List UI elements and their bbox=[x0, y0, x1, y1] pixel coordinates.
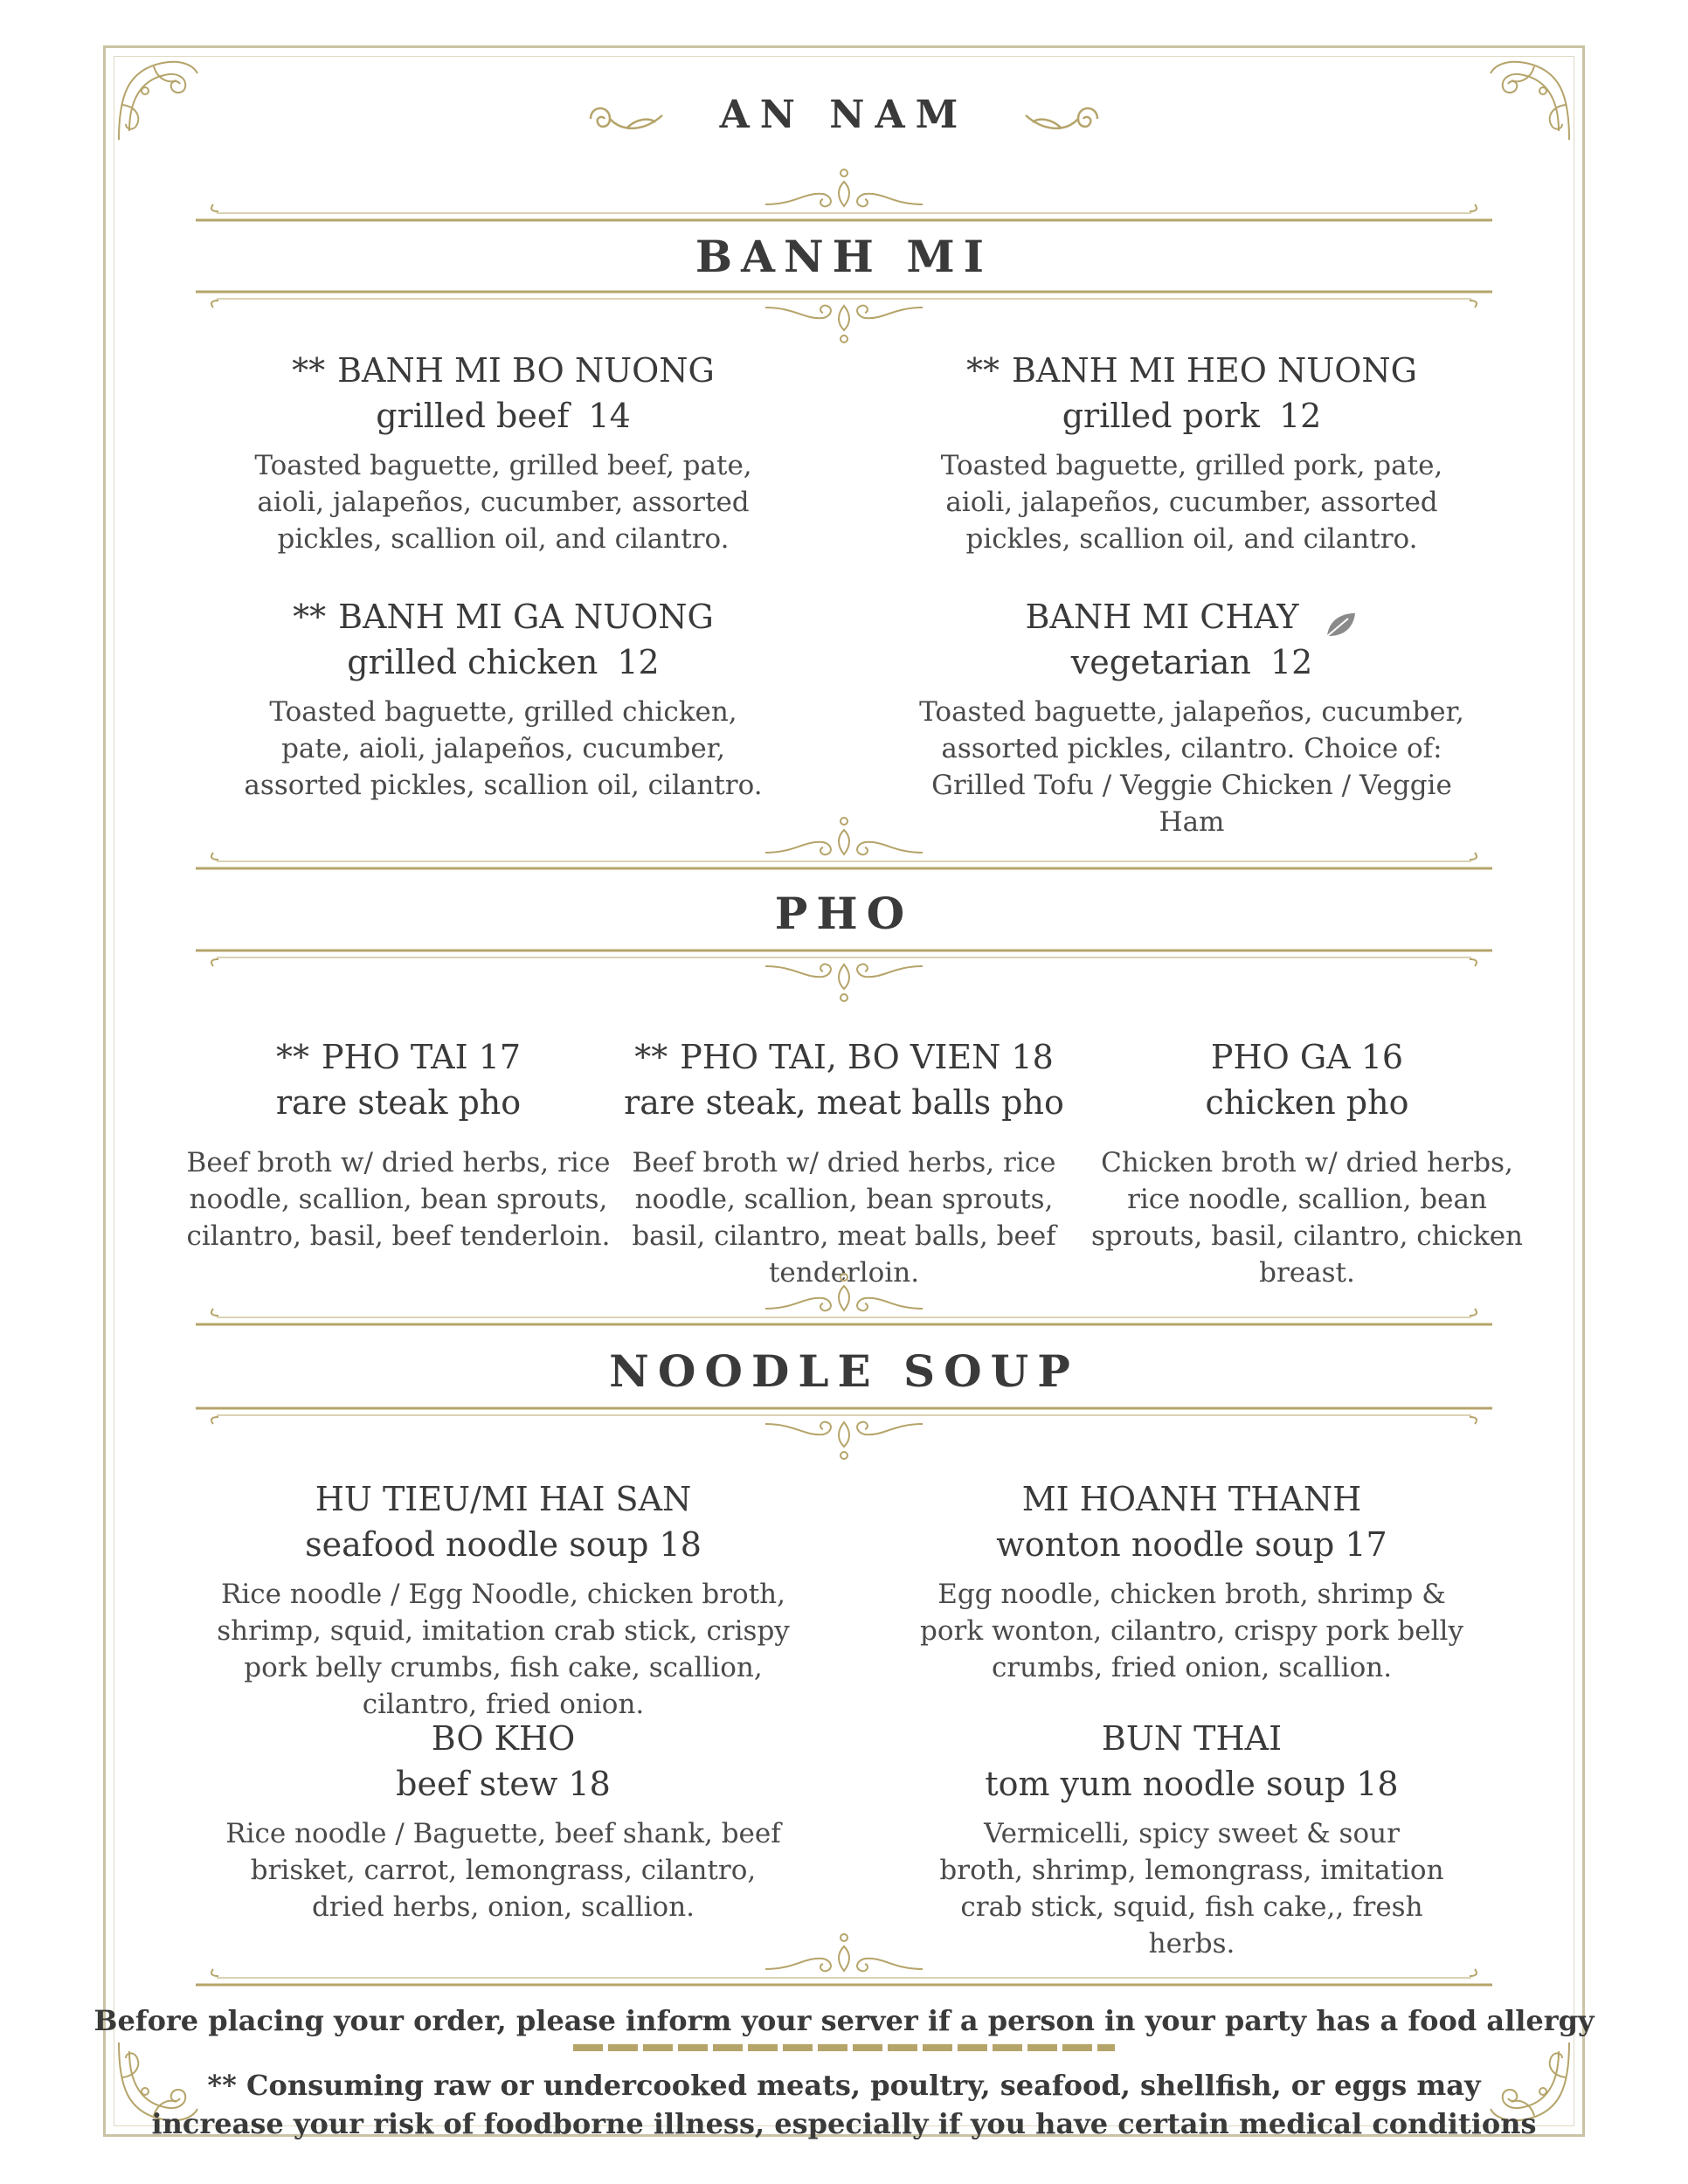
menu-item-pho-ga bbox=[1080, 1034, 1534, 1291]
item-description-line: Toasted baguette, jalapeños, cucumber, bbox=[919, 696, 1464, 728]
menu-item-banh-mi-bo-nuong bbox=[206, 348, 800, 557]
item-description: Rice noodle / Egg Noodle, chicken broth, shrimp, squid, imitation crab stick, crispy pork belly crumbs, fish cake, scallion, cilantro, fried onion. bbox=[217, 1579, 790, 1720]
item-description: Toasted baguette, grilled pork, pate, aioli, jalapeños, cucumber, assorted pickles, scallion oil, and cilantro. bbox=[940, 450, 1443, 555]
item-subtitle: rare steak pho bbox=[275, 1083, 522, 1122]
section-title-banh-mi: BANH MI bbox=[695, 231, 993, 282]
item-subtitle: rare steak, meat balls pho bbox=[624, 1083, 1064, 1122]
item-subtitle: wonton noodle soup 17 bbox=[996, 1525, 1387, 1564]
raw-warning-marker: ** bbox=[275, 1038, 309, 1076]
item-subtitle: grilled pork bbox=[1062, 397, 1260, 435]
item-description-line: Grilled Tofu / Veggie Chicken / Veggie Ham bbox=[931, 770, 1452, 838]
item-name: MI HOANH THANH bbox=[1021, 1480, 1362, 1518]
leaf-icon bbox=[1324, 605, 1359, 635]
item-name: BANH MI CHAY bbox=[1025, 598, 1299, 636]
item-name: BO KHO bbox=[431, 1719, 576, 1758]
item-name: BANH MI HEO NUONG bbox=[1012, 351, 1417, 390]
item-price: 12 bbox=[617, 643, 660, 681]
raw-warning-marker: ** bbox=[292, 351, 326, 390]
item-price: 12 bbox=[1269, 643, 1313, 681]
menu-item-hu-tieu-mi-hai-san bbox=[180, 1476, 827, 1723]
item-name: HU TIEU/MI HAI SAN bbox=[315, 1480, 692, 1518]
allergy-notice: Before placing your order, please inform your server if a person in your party has a food allergy bbox=[93, 2004, 1595, 2037]
foodborne-warning-line2: increase your risk of foodborne illness, especially if you have certain medical conditions bbox=[151, 2107, 1537, 2140]
item-subtitle: beef stew 18 bbox=[396, 1765, 611, 1803]
item-subtitle: vegetarian bbox=[1070, 643, 1251, 681]
menu-item-pho-tai-bo-vien bbox=[617, 1034, 1071, 1291]
item-description: Toasted baguette, grilled chicken, pate, aioli, jalapeños, cucumber, assorted pickles, scallion oil, cilantro. bbox=[244, 696, 763, 801]
divider-bottom-ornament bbox=[192, 943, 1496, 1005]
item-price: 14 bbox=[588, 397, 631, 435]
item-price: 12 bbox=[1278, 397, 1322, 435]
divider-top-ornament bbox=[192, 1270, 1496, 1331]
item-name: BANH MI GA NUONG bbox=[338, 598, 714, 636]
item-name: PHO GA 16 bbox=[1210, 1038, 1404, 1076]
item-name: BUN THAI bbox=[1101, 1719, 1283, 1758]
menu-item-banh-mi-ga-nuong bbox=[206, 594, 800, 804]
raw-warning-marker: ** bbox=[293, 598, 327, 636]
divider-top-ornament bbox=[192, 166, 1496, 227]
swirl-right-icon bbox=[1017, 93, 1113, 145]
divider-top-ornament bbox=[192, 814, 1496, 875]
item-name: BANH MI BO NUONG bbox=[337, 351, 715, 390]
menu-item-mi-hoanh-thanh bbox=[895, 1476, 1489, 1686]
divider-bottom-ornament bbox=[192, 1401, 1496, 1462]
item-description: Beef broth w/ dried herbs, rice noodle, scallion, bean sprouts, cilantro, basil, beef tenderloin. bbox=[186, 1147, 611, 1252]
menu-item-bun-thai bbox=[895, 1716, 1489, 1962]
menu-item-banh-mi-heo-nuong bbox=[895, 348, 1489, 557]
item-subtitle: chicken pho bbox=[1205, 1083, 1409, 1122]
item-subtitle: seafood noodle soup 18 bbox=[305, 1525, 702, 1564]
item-name: PHO TAI, BO VIEN 18 bbox=[680, 1038, 1054, 1076]
item-subtitle: grilled chicken bbox=[347, 643, 598, 681]
item-subtitle: tom yum noodle soup 18 bbox=[985, 1765, 1399, 1803]
menu-item-bo-kho bbox=[206, 1716, 800, 1925]
item-description: Toasted baguette, grilled beef, pate, aioli, jalapeños, cucumber, assorted pickles, scallion oil, and cilantro. bbox=[254, 450, 752, 555]
divider-bottom-ornament bbox=[192, 285, 1496, 346]
menu-item-banh-mi-chay bbox=[895, 594, 1489, 840]
raw-warning-marker: ** bbox=[634, 1038, 668, 1076]
foodborne-warning-line1: ** Consuming raw or undercooked meats, poultry, seafood, shellfish, or eggs may bbox=[207, 2069, 1481, 2102]
item-description: Egg noodle, chicken broth, shrimp & pork wonton, cilantro, crispy pork belly crumbs, fried onion, scallion. bbox=[920, 1579, 1463, 1683]
section-title-pho: PHO bbox=[774, 888, 914, 939]
raw-warning-marker: ** bbox=[966, 351, 1000, 390]
item-description: Beef broth w/ dried herbs, rice noodle, scallion, bean sprouts, basil, cilantro, meat balls, beef tenderloin. bbox=[632, 1147, 1056, 1289]
divider-footer-ornament bbox=[192, 1931, 1496, 1992]
item-subtitle: grilled beef bbox=[376, 397, 570, 435]
item-description-line: assorted pickles, cilantro. Choice of: bbox=[941, 733, 1442, 764]
item-description: Vermicelli, spicy sweet & sour broth, shrimp, lemongrass, imitation crab stick, squid, fish cake,, fresh herbs. bbox=[939, 1818, 1444, 1959]
restaurant-name: AN NAM bbox=[719, 93, 969, 137]
item-description: Rice noodle / Baguette, beef shank, beef brisket, carrot, lemongrass, cilantro, dried herbs, onion, scallion. bbox=[225, 1818, 781, 1923]
item-name: PHO TAI 17 bbox=[321, 1038, 522, 1076]
menu-item-pho-tai bbox=[180, 1034, 617, 1254]
dashed-divider bbox=[573, 2044, 1115, 2051]
section-title-noodle-soup: NOODLE SOUP bbox=[609, 1345, 1079, 1397]
item-description: Chicken broth w/ dried herbs, rice noodle, scallion, bean sprouts, basil, cilantro, chicken breast. bbox=[1090, 1147, 1524, 1289]
